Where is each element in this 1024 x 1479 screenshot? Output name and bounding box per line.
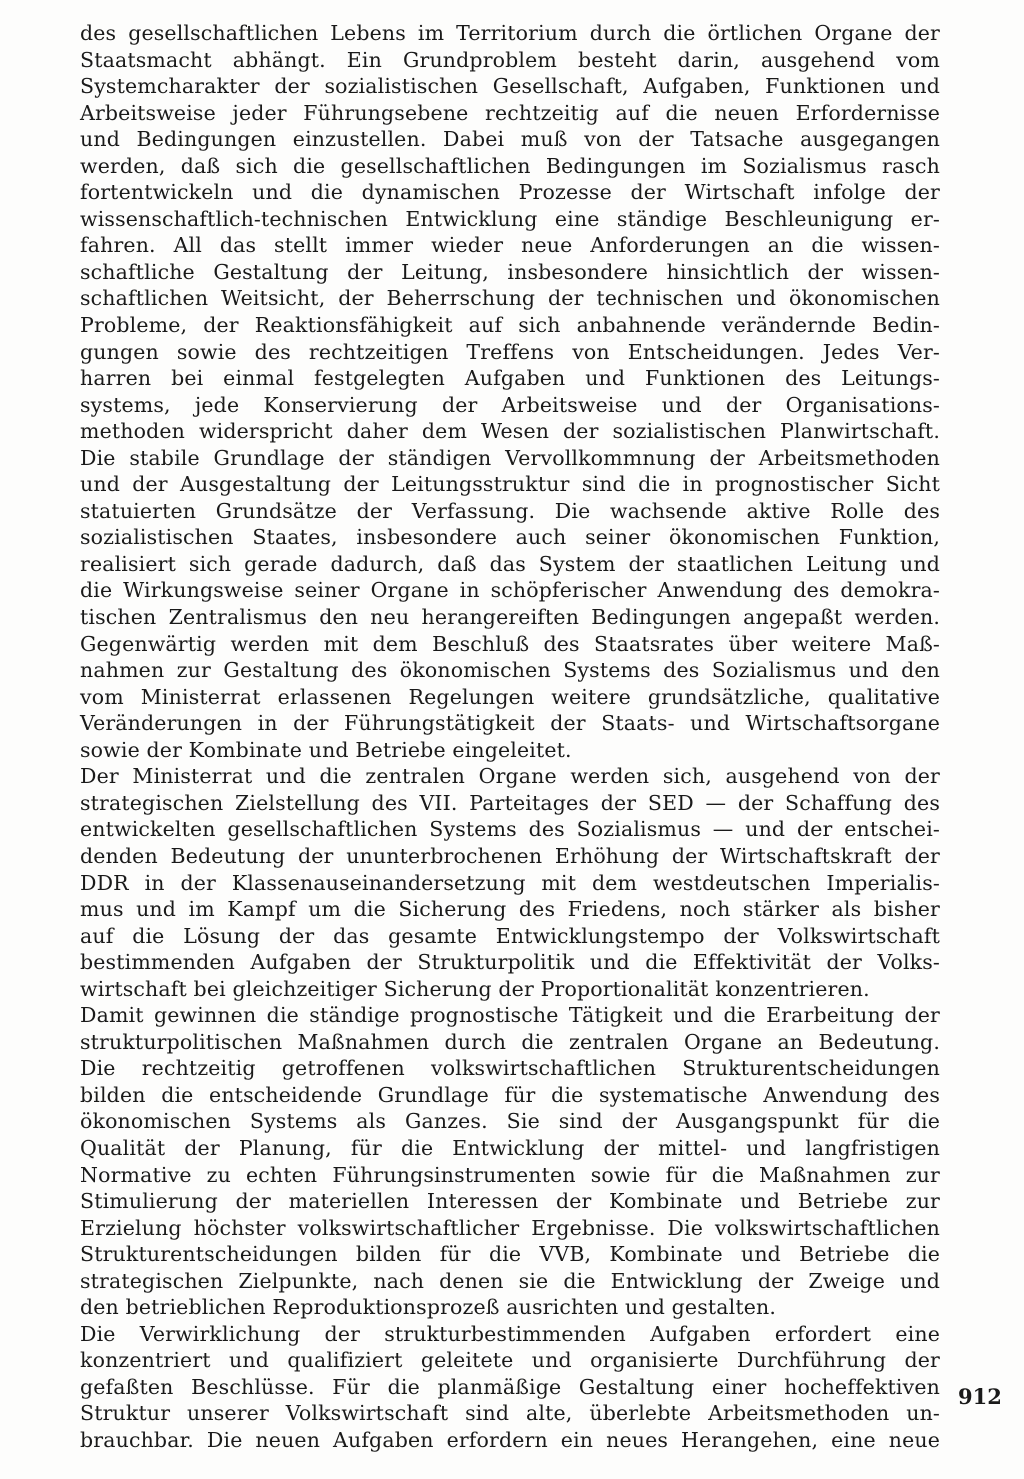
text-line: Arbeitsweise jeder Führungsebene rechtzeitig auf die neuen Erfordernisse	[80, 100, 940, 125]
text-line: wirtschaft bei gleichzeitiger Sicherung der Proportionalität konzentrieren.	[80, 976, 870, 1001]
text-line: auf die Lösung der das gesamte Entwicklungstempo der Volkswirtschaft	[80, 923, 940, 948]
text-line: methoden widerspricht daher dem Wesen der sozialistischen Planwirtschaft.	[80, 419, 940, 444]
text-line: und der Ausgestaltung der Leitungsstruktur sind die in prognostischer Sicht	[80, 472, 940, 497]
text-line: brauchbar. Die neuen Aufgaben erfordern ein neues Herangehen, eine neue	[80, 1427, 940, 1452]
text-line: wissenschaftlich-technischen Entwicklung eine ständige Beschleunigung er-	[80, 206, 940, 231]
text-line: fortentwickeln und die dynamischen Prozesse der Wirtschaft infolge der	[80, 180, 940, 205]
text-line: Die Verwirklichung der strukturbestimmenden Aufgaben erfordert eine	[80, 1321, 940, 1346]
text-line: Die stabile Grundlage der ständigen Vervollkommnung der Arbeitsmethoden	[80, 445, 940, 470]
text-line: Damit gewinnen die ständige prognostische Tätigkeit und die Erarbeitung der	[80, 1003, 940, 1028]
text-line: konzentriert und qualifiziert geleitete und organisierte Durchführung der	[80, 1348, 940, 1373]
text-line: werden, daß sich die gesellschaftlichen Bedingungen im Sozialismus rasch	[80, 153, 940, 178]
text-line: tischen Zentralismus den neu herangereiften Bedingungen angepaßt werden.	[80, 605, 940, 630]
text-line: sozialistischen Staates, insbesondere auch seiner ökonomischen Funktion,	[80, 525, 940, 550]
text-line: gungen sowie des rechtzeitigen Treffens von Entscheidungen. Jedes Ver-	[80, 339, 940, 364]
text-line: entwickelten gesellschaftlichen Systems des Sozialismus — und der entschei-	[80, 817, 940, 842]
text-line: statuierten Grundsätze der Verfassung. Die wachsende aktive Rolle des	[80, 498, 940, 523]
text-line: fahren. All das stellt immer wieder neue Anforderungen an die wissen-	[80, 233, 940, 258]
text-line: Gegenwärtig werden mit dem Beschluß des Staatsrates über weitere Maß-	[80, 631, 940, 656]
text-line: realisiert sich gerade dadurch, daß das System der staatlichen Leitung und	[80, 551, 940, 576]
body-text	[80, 20, 940, 1454]
text-line: Qualität der Planung, für die Entwicklung der mittel- und langfristigen	[80, 1135, 940, 1160]
text-line: gefaßten Beschlüsse. Für die planmäßige Gestaltung einer hocheffektiven	[80, 1374, 940, 1399]
text-line: sowie der Kombinate und Betriebe eingeleitet.	[80, 737, 572, 762]
text-line: Probleme, der Reaktionsfähigkeit auf sich anbahnende verändernde Bedin-	[80, 313, 940, 338]
text-line: Strukturentscheidungen bilden für die VVB, Kombinate und Betriebe die	[80, 1242, 940, 1267]
text-line: ökonomischen Systems als Ganzes. Sie sind der Ausgangspunkt für die	[80, 1109, 940, 1134]
text-line: die Wirkungsweise seiner Organe in schöpferischer Anwendung des demokra-	[80, 578, 940, 603]
text-line: bestimmenden Aufgaben der Strukturpolitik und die Effektivität der Volks-	[80, 950, 940, 975]
text-line: denden Bedeutung der ununterbrochenen Erhöhung der Wirtschaftskraft der	[80, 843, 940, 868]
text-line: schaftlichen Weitsicht, der Beherrschung der technischen und ökonomischen	[80, 286, 940, 311]
text-line: harren bei einmal festgelegten Aufgaben und Funktionen des Leitungs-	[80, 366, 940, 391]
text-line: DDR in der Klassenauseinandersetzung mit dem westdeutschen Imperialis-	[80, 870, 940, 895]
text-line: nahmen zur Gestaltung des ökonomischen Systems des Sozialismus und den	[80, 658, 940, 683]
text-line: Systemcharakter der sozialistischen Gesellschaft, Aufgaben, Funktionen und	[80, 74, 940, 99]
text-line: Der Ministerrat und die zentralen Organe werden sich, ausgehend von der	[80, 764, 940, 789]
text-line: Veränderungen in der Führungstätigkeit der Staats- und Wirtschaftsorgane	[80, 711, 940, 736]
text-line: strukturpolitischen Maßnahmen durch die zentralen Organe an Bedeutung.	[80, 1029, 940, 1054]
text-line: und Bedingungen einzustellen. Dabei muß von der Tatsache ausgegangen	[80, 127, 940, 152]
text-line: Die rechtzeitig getroffenen volkswirtschaftlichen Strukturentscheidungen	[80, 1056, 940, 1081]
text-line: bilden die entscheidende Grundlage für die systematische Anwendung des	[80, 1082, 940, 1107]
page-number: 912	[958, 1384, 1002, 1409]
text-line: vom Ministerrat erlassenen Regelungen weitere grundsätzliche, qualitative	[80, 684, 940, 709]
text-line: strategischen Zielstellung des VII. Parteitages der SED — der Schaffung des	[80, 790, 940, 815]
text-line: Erzielung höchster volkswirtschaftlicher Ergebnisse. Die volkswirtschaftlichen	[80, 1215, 940, 1240]
text-line: Stimulierung der materiellen Interessen der Kombinate und Betriebe zur	[80, 1189, 940, 1214]
text-line: des gesellschaftlichen Lebens im Territorium durch die örtlichen Organe der	[80, 21, 940, 45]
text-line: schaftliche Gestaltung der Leitung, insbesondere hinsichtlich der wissen-	[80, 259, 940, 284]
text-line: Struktur unserer Volkswirtschaft sind alte, überlebte Arbeitsmethoden un-	[80, 1401, 940, 1426]
text-line: den betrieblichen Reproduktionsprozeß ausrichten und gestalten.	[80, 1295, 777, 1320]
text-line: strategischen Zielpunkte, nach denen sie die Entwicklung der Zweige und	[80, 1268, 940, 1293]
text-line: Staatsmacht abhängt. Ein Grundproblem besteht darin, ausgehend vom	[80, 47, 940, 72]
text-line: Normative zu echten Führungsinstrumenten sowie für die Maßnahmen zur	[80, 1162, 940, 1187]
text-line: systems, jede Konservierung der Arbeitsweise und der Organisations-	[80, 392, 940, 417]
text-line: mus und im Kampf um die Sicherung des Friedens, noch stärker als bisher	[80, 897, 940, 922]
